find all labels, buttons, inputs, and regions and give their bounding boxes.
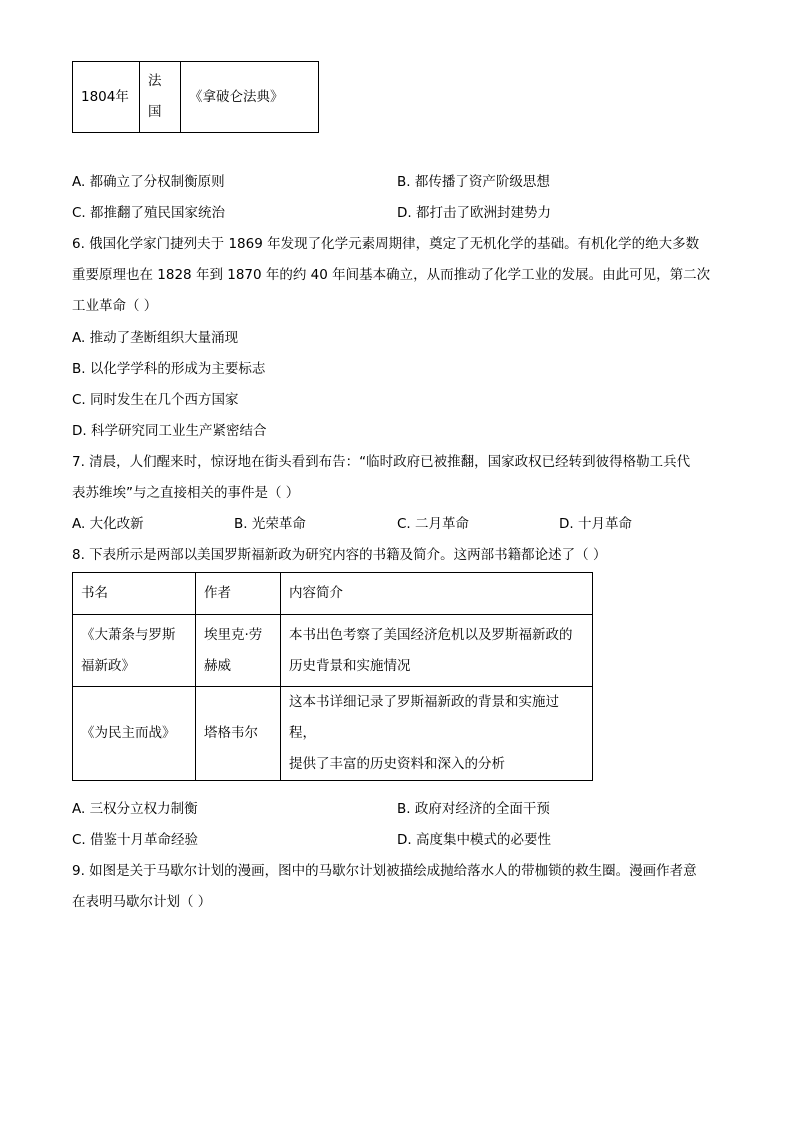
author-cell: 塔格韦尔 — [196, 687, 281, 781]
country-char: 国 — [148, 104, 162, 120]
option-c: C. 二月革命 — [397, 516, 470, 532]
option-c: C. 借鉴十月革命经验 — [72, 832, 199, 848]
document-cell: 《拿破仑法典》 — [181, 62, 319, 133]
option-d: D. 都打击了欧洲封建势力 — [397, 205, 551, 221]
table-row — [73, 62, 319, 133]
description-cell — [281, 615, 593, 687]
option-a: A. 推动了垄断组织大量涌现 — [72, 330, 239, 346]
option-b: B. 以化学学科的形成为主要标志 — [72, 361, 266, 377]
books-table — [72, 572, 593, 781]
question-stem: 重要原理也在 1828 年到 1870 年的约 40 年间基本确立，从而推动了化学工业的发展。由此可见，第二次 — [72, 267, 711, 283]
country-cell — [140, 62, 181, 133]
option-a: A. 三权分立权力制衡 — [72, 801, 198, 817]
book-title-cell: 《为民主而战》 — [73, 687, 196, 781]
question-stem: 7. 清晨，人们醒来时，惊讶地在街头看到布告：“临时政府已被推翻，国家政权已经转到彼得格勒工兵代 — [72, 454, 691, 470]
question-stem: 8. 下表所示是两部以美国罗斯福新政为研究内容的书籍及简介。这两部书籍都论述了（ ） — [72, 547, 607, 563]
description-cell — [281, 687, 593, 781]
option-b: B. 都传播了资产阶级思想 — [397, 174, 550, 190]
cell-line: 赫威 — [204, 657, 231, 674]
question-stem: 9. 如图是关于马歇尔计划的漫画，图中的马歇尔计划被描绘成抛给落水人的带枷锁的救生圈。漫画作者意 — [72, 863, 697, 879]
country-char: 法 — [148, 73, 162, 89]
author-cell — [196, 615, 281, 687]
question-stem: 表苏维埃”与之直接相关的事件是（ ） — [72, 485, 300, 501]
option-c: C. 同时发生在几个西方国家 — [72, 392, 239, 408]
book-title-cell — [73, 615, 196, 687]
cell-line: 本书出色考察了美国经济危机以及罗斯福新政的 — [289, 626, 573, 643]
table-header-row — [73, 573, 593, 615]
question-stem: 6. 俄国化学家门捷列夫于 1869 年发现了化学元素周期律，奠定了无机化学的基础。有机化学的绝大多数 — [72, 236, 700, 252]
cell-line: 福新政》 — [81, 657, 135, 674]
option-a: A. 大化改新 — [72, 516, 144, 532]
cell-line: 埃里克·劳 — [204, 626, 263, 643]
option-d: D. 科学研究同工业生产紧密结合 — [72, 423, 267, 439]
option-d: D. 高度集中模式的必要性 — [397, 832, 551, 848]
option-d: D. 十月革命 — [559, 516, 632, 532]
option-c: C. 都推翻了殖民国家统治 — [72, 205, 226, 221]
year-cell: 1804年 — [73, 62, 140, 133]
cell-line: 《大萧条与罗斯 — [81, 626, 176, 643]
question-stem: 工业革命（ ） — [72, 298, 158, 314]
option-a: A. 都确立了分权制衡原则 — [72, 174, 225, 190]
question-stem: 在表明马歇尔计划（ ） — [72, 894, 212, 910]
header-cell: 书名 — [73, 573, 196, 615]
table-row — [73, 687, 593, 781]
option-b: B. 光荣革命 — [234, 516, 306, 532]
cell-line: 历史背景和实施情况 — [289, 657, 411, 674]
cell-line: 这本书详细记录了罗斯福新政的背景和实施过程， — [289, 694, 559, 741]
header-cell: 作者 — [196, 573, 281, 615]
law-table — [72, 61, 319, 133]
option-b: B. 政府对经济的全面干预 — [397, 801, 550, 817]
table-row — [73, 615, 593, 687]
cell-line: 提供了丰富的历史资料和深入的分析 — [289, 756, 505, 772]
header-cell: 内容简介 — [281, 573, 593, 615]
